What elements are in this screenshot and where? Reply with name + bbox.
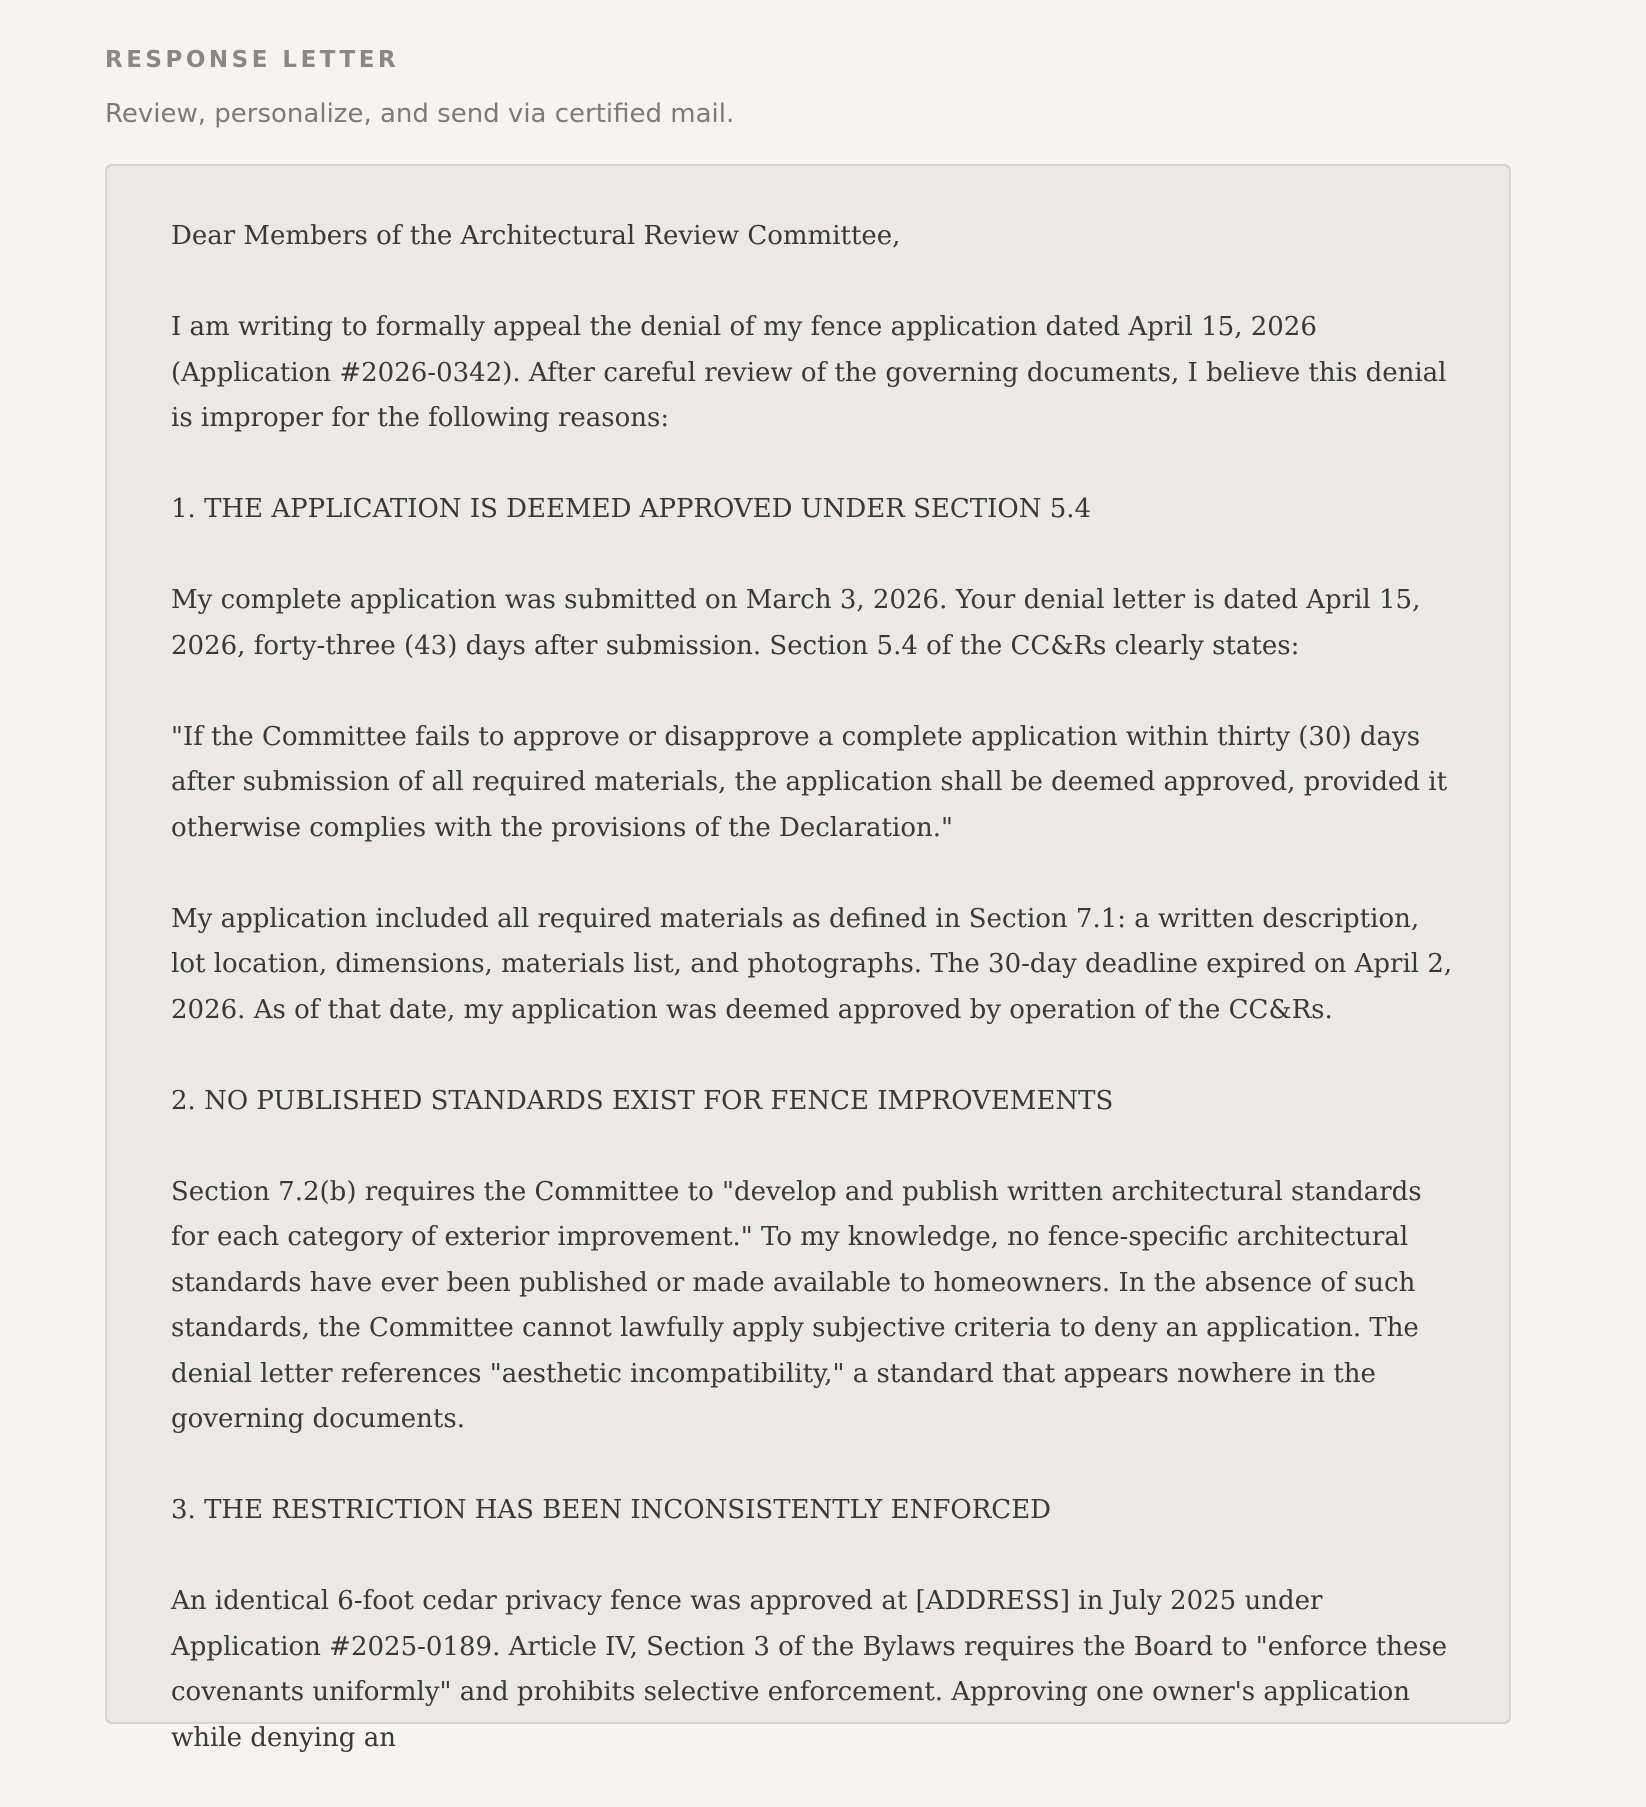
- letter-paragraph: My application included all required materials as defined in Section 7.1: a written description, lot location, dimensions, materials list, and photographs. The 30-day deadline expired on April 2, 2026. As of that date, my application was deemed approved by operation of the CC&Rs.: [171, 903, 1453, 1025]
- letter-salutation: Dear Members of the Architectural Review Committee,: [171, 221, 901, 251]
- letter-heading: 3. THE RESTRICTION HAS BEEN INCONSISTENTLY ENFORCED: [171, 1495, 1052, 1525]
- letter-paragraph: I am writing to formally appeal the denial of my fence application dated April 15, 2026 (Application #2026-0342). After careful review of the governing documents, I believe this denial is improper for the following reasons:: [171, 312, 1447, 433]
- letter-body[interactable]: [171, 214, 1461, 1807]
- letter-paragraph: My complete application was submitted on March 3, 2026. Your denial letter is dated April 15, 2026, forty-three (43) days after submission. Section 5.4 of the CC&Rs clearly states:: [171, 585, 1421, 661]
- section-eyebrow: RESPONSE LETTER: [105, 47, 400, 73]
- letter-paragraph: An identical 6-foot cedar privacy fence was approved at [ADDRESS] in July 2025 under Application #2025-0189. Article IV, Section 3 of the Bylaws requires the Board to "enforce these covenants uniformly" and prohibits selective enforcement. Approving one owner's application while denying an: [171, 1586, 1448, 1753]
- page-header: [105, 44, 1505, 132]
- letter-heading: 1. THE APPLICATION IS DEEMED APPROVED UNDER SECTION 5.4: [171, 494, 1092, 524]
- letter-paragraph: Section 7.2(b) requires the Committee to "develop and publish written architectural standards for each category of exterior improvement." To my knowledge, no fence-specific architectural standards have ever been published or made available to homeowners. In the absence of such standards, the Committee cannot lawfully apply subjective criteria to deny an application. The denial letter references "aesthetic incompatibility," a standard that appears nowhere in the governing documents.: [171, 1176, 1422, 1434]
- letter-textarea[interactable]: [105, 164, 1511, 1753]
- letter-quote: "If the Committee fails to approve or disapprove a complete application within thirty (30) days after submission of all required materials, the application shall be deemed approved, provided it otherwise complies with the provisions of the Declaration.": [171, 721, 1448, 843]
- letter-heading: 2. NO PUBLISHED STANDARDS EXIST FOR FENCE IMPROVEMENTS: [171, 1085, 1114, 1116]
- section-subtitle: Review, personalize, and send via certified mail.: [105, 99, 735, 129]
